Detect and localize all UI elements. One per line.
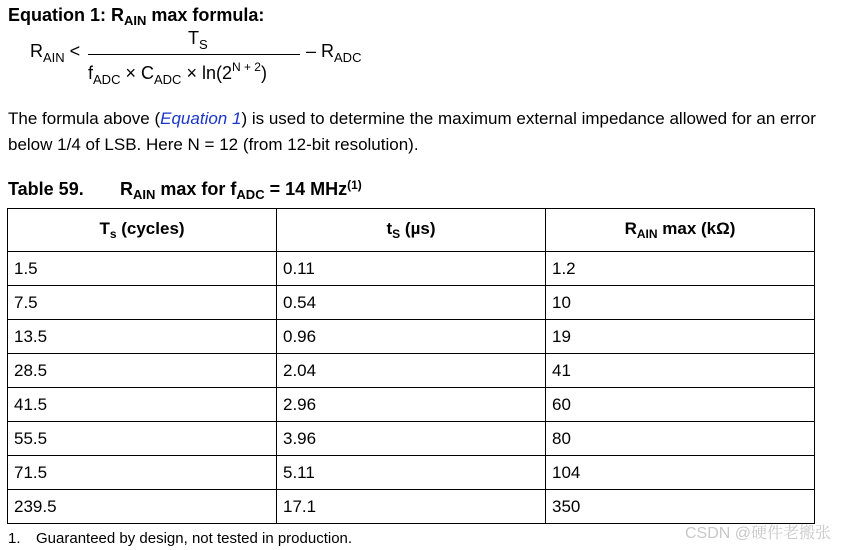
table-row	[8, 286, 815, 320]
cell-ts-us: 5.11	[277, 456, 546, 490]
cell-rain-max: 19	[546, 320, 815, 354]
table-row	[8, 388, 815, 422]
formula-lhs: $R_{AIN}$ <	[30, 41, 81, 65]
table-row	[8, 490, 815, 524]
fraction-bar	[88, 54, 300, 55]
cell-ts-cycles: 239.5	[8, 490, 277, 524]
header-rain-max: $R_{AIN}$ max (kΩ)	[546, 209, 815, 252]
table-caption: Table 59. $R_{AIN}$ max for $f_{ADC} = 14$ MHz$^{(1)}$	[8, 178, 362, 202]
rain-table	[7, 208, 815, 524]
formula-rhs: – $R_{ADC}$	[306, 41, 362, 65]
header-ts-us: $t_S$ (µs)	[277, 209, 546, 252]
table-number: Table 59.	[8, 179, 84, 199]
cell-ts-us: 2.04	[277, 354, 546, 388]
formula-denominator: $f_{ADC} \times C_{ADC} \times \ln(2^{N + 2})$	[88, 60, 267, 87]
formula-numerator: $T_S$	[188, 28, 208, 52]
header-ts-cycles: $T_s$ (cycles)	[8, 209, 277, 252]
cell-ts-us: 2.96	[277, 388, 546, 422]
table-row	[8, 422, 815, 456]
cell-rain-max: 80	[546, 422, 815, 456]
cell-ts-cycles: 41.5	[8, 388, 277, 422]
cell-ts-cycles: 1.5	[8, 252, 277, 286]
footnote-number: 1.	[8, 530, 21, 547]
equation-title: Equation 1: $R_{AIN}$ max formula:	[8, 5, 265, 28]
cell-ts-us: 3.96	[277, 422, 546, 456]
table-row	[8, 456, 815, 490]
table-header-row	[8, 209, 815, 252]
equation-formula	[30, 28, 390, 90]
footnote-text: Guaranteed by design, not tested in production.	[36, 530, 353, 547]
cell-ts-cycles: 28.5	[8, 354, 277, 388]
description-paragraph: The formula above (Equation 1) is used to determine the maximum external impedance allowed for an error below 1/4 of LSB. Here N = 12 (from 12-bit resolution).	[8, 109, 816, 154]
equation-link[interactable]: Equation 1	[160, 109, 242, 128]
cell-rain-max: 60	[546, 388, 815, 422]
cell-ts-us: 17.1	[277, 490, 546, 524]
cell-rain-max: 41	[546, 354, 815, 388]
table-row	[8, 354, 815, 388]
table-row	[8, 320, 815, 354]
cell-ts-us: 0.54	[277, 286, 546, 320]
cell-ts-us: 0.11	[277, 252, 546, 286]
cell-rain-max: 350	[546, 490, 815, 524]
table-row	[8, 252, 815, 286]
cell-ts-us: 0.96	[277, 320, 546, 354]
cell-rain-max: 10	[546, 286, 815, 320]
cell-ts-cycles: 55.5	[8, 422, 277, 456]
cell-rain-max: 104	[546, 456, 815, 490]
cell-ts-cycles: 7.5	[8, 286, 277, 320]
table-footnote	[8, 530, 352, 547]
cell-rain-max: 1.2	[546, 252, 815, 286]
cell-ts-cycles: 13.5	[8, 320, 277, 354]
csdn-watermark: CSDN @硬件老搬张	[684, 525, 831, 542]
cell-ts-cycles: 71.5	[8, 456, 277, 490]
